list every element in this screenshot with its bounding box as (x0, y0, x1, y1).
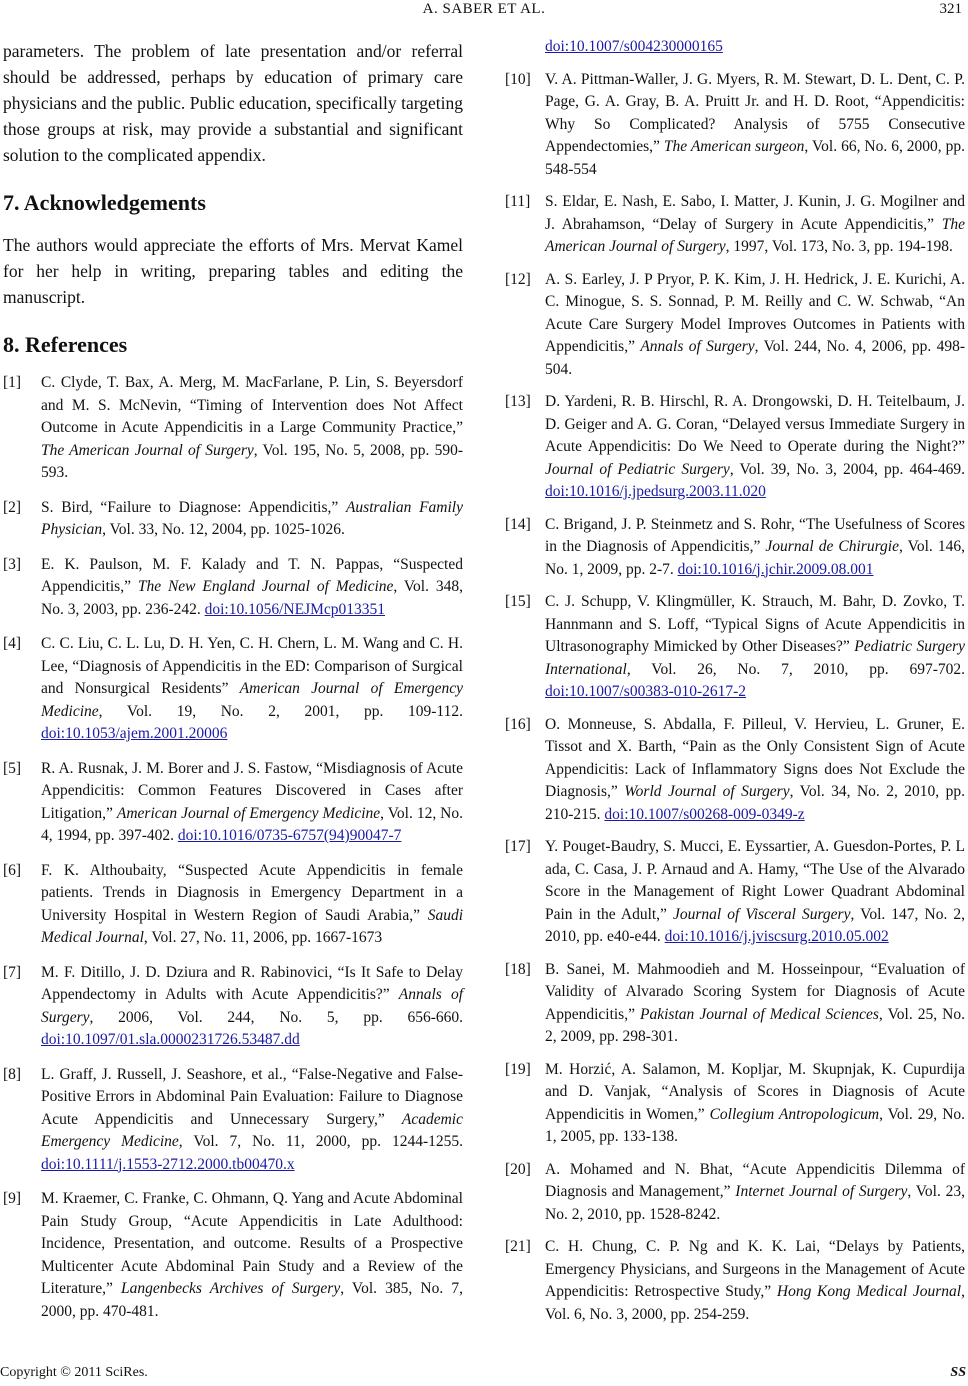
reference-item (505, 1236, 965, 1326)
reference-authors-title: F. K. Althoubaity, “Suspected Acute Appendicitis in female patients. Trends in Diagnosis in Emergency Department in a University Hospital in Western Region of Saudi Arabia,” (41, 861, 463, 924)
reference-item (505, 1059, 965, 1149)
right-column (505, 36, 965, 1326)
reference-journal: Langenbecks Archives of Surgery (120, 1280, 341, 1297)
reference-journal: The American Journal of Surgery (41, 441, 254, 459)
reference-details: , Vol. 29, No. 1, 2005, pp. 133-138. (545, 1105, 966, 1145)
left-column (3, 38, 463, 1323)
reference-number: [11] (505, 193, 531, 210)
reference-item (3, 1188, 463, 1323)
reference-details: , Vol. 66, No. 6, 2000, pp. 548-554 (545, 138, 965, 178)
reference-number: [19] (505, 1060, 531, 1078)
reference-authors-title: C. Clyde, T. Bax, A. Merg, M. MacFarlane, P. Lin, S. Beyersdorf and M. S. McNevin, “Timing of Intervention does Not Affect Outcome in Acute Appendicitis in a Large Community Practice,” (41, 374, 463, 436)
reference-details: , Vol. 146, No. 1, 2009, pp. 2-7. (545, 538, 965, 578)
reference-item (3, 497, 463, 542)
reference-doi-link[interactable]: doi:10.1016/j.jpedsurg.2003.11.020 (545, 483, 766, 500)
reference-details: , 1997, Vol. 173, No. 3, pp. 194-198. (725, 238, 953, 255)
reference-item (3, 1064, 463, 1177)
reference-authors-title: B. Sanei, M. Mahmoodieh and M. Hosseinpour, “Evaluation of Validity of Alvarado Scoring System for Diagnosis of Acute Appendicitis,” (545, 960, 965, 1023)
reference-authors-title: L. Graff, J. Russell, J. Seashore, et al., “False-Negative and False-Positive Errors in Abdominal Pain Evaluation: Failure to Diagnose Acute Appendicitis and Unnecessary Surgery,” (41, 1065, 463, 1128)
copyright-notice: Copyright © 2011 SciRes. (0, 1365, 148, 1380)
reference-details: , Vol. 6, No. 3, 2000, pp. 254-259. (545, 1283, 965, 1323)
reference-authors-title: M. Horzić, A. Salamon, M. Kopljar, M. Skupnjak, K. Cupurdija and D. Vanjak, “Analysis of Scores in Diagnosis of Acute Appendicitis in Women,” (545, 1060, 965, 1123)
reference-number: [6] (3, 861, 22, 879)
reference-item (505, 514, 965, 582)
reference-details: , Vol. 7, No. 11, 2000, pp. 1244-1255. (178, 1133, 463, 1150)
reference-authors-title: M. F. Ditillo, J. D. Dziura and R. Rabinovici, “Is It Safe to Delay Appendectomy in Adults with Acute Appendicitis?” (41, 963, 463, 1003)
reference-number: [13] (505, 393, 531, 410)
acknowledgements-heading: 7. Acknowledgements (3, 190, 206, 215)
reference-authors-title: R. A. Rusnak, J. M. Borer and J. S. Fastow, “Misdiagnosis of Acute Appendicitis: Common Features Discovered in Cases after Litigation,” (41, 759, 463, 822)
page-number: 321 (939, 1, 962, 17)
reference-doi-link[interactable]: doi:10.1056/NEJMcp013351 (204, 600, 386, 618)
reference-number: [14] (505, 515, 531, 533)
intro-paragraph: parameters. The problem of late presentation and/or referral should be addressed, perhaps by education of primary care physicians and the public. Public education, specifically targeting those groups at risk, may provide a substantial and significant solution to the complicated appendix. (3, 41, 463, 165)
reference-authors-title: C. J. Schupp, V. Klingmüller, K. Strauch, M. Bahr, D. Zovko, T. Hannmann and S. Loff, “Typical Signs of Acute Appendicitis in Ultrasonography Mimicked by Other Diseases?” (545, 593, 965, 655)
journal-abbreviation: SS (950, 1365, 966, 1380)
running-head: A. SABER ET AL. (422, 1, 546, 17)
reference-authors-title: A. Mohamed and N. Bhat, “Acute Appendicitis Dilemma of Diagnosis and Management,” (545, 1160, 965, 1200)
reference-doi-link[interactable]: doi:10.1053/ajem.2001.20006 (41, 725, 228, 742)
reference-authors-title: V. A. Pittman-Waller, J. G. Myers, R. M. Stewart, D. L. Dent, C. P. Page, G. A. Gray, B. A. Pruitt Jr. and H. D. Root, “Appendicitis: Why So Complicated? Analysis of 5755 Consecutive Appendectomies,” (545, 70, 965, 155)
reference-details: , Vol. 12, No. 4, 1994, pp. 397-402. (41, 804, 463, 844)
reference-journal: Pakistan Journal of Medical Sciences (640, 1005, 879, 1023)
reference-authors-title: S. Eldar, E. Nash, E. Sabo, I. Matter, J. Kunin, J. G. Mogilner and J. Abrahamson, “Delay of Surgery in Acute Appendicitis,” (545, 193, 965, 233)
reference-item (3, 372, 463, 485)
reference-journal: Internet Journal of Surgery (735, 1183, 908, 1200)
reference-number: [4] (3, 635, 22, 652)
reference-doi-link[interactable]: doi:10.1007/s00268-009-0349-z (604, 805, 805, 823)
reference-item (3, 758, 463, 848)
reference-authors-title: O. Monneuse, S. Abdalla, F. Pilleul, V. Hervieu, L. Gruner, E. Tissot and X. Barth, “Pain as the Only Consistent Sign of Acute Appendicitis: Lack of Inflammatory Signs does Not Exclude the Diagnosis,” (545, 715, 965, 800)
reference-item (3, 860, 463, 950)
reference-number: [5] (3, 759, 22, 777)
reference-number: [3] (3, 555, 22, 573)
reference-item (505, 69, 965, 182)
reference-details: , 2006, Vol. 244, No. 5, pp. 656-660. (89, 1008, 463, 1026)
reference-item (505, 391, 965, 504)
reference-authors-title: C. H. Chung, C. P. Ng and K. K. Lai, “Delays by Patients, Emergency Physicians, and Surgeons in the Management of Acute Appendicitis: Retrospective Study,” (545, 1238, 965, 1300)
reference-authors-title: A. S. Earley, J. P Pryor, P. K. Kim, J. H. Hedrick, J. E. Kurichi, A. C. Minogue, S. S. Sonnad, P. M. Reilly and C. W. Schwab, “An Acute Care Surgery Model Improves Outcomes in Patients with Appendicitis,” (545, 270, 965, 355)
reference-details: , Vol. 244, No. 4, 2006, pp. 498-504. (545, 338, 965, 378)
reference-item (505, 591, 965, 704)
reference-doi-link[interactable]: doi:10.1016/j.jviscsurg.2010.05.002 (664, 928, 889, 945)
reference-authors-title: C. C. Liu, C. L. Lu, D. H. Yen, C. H. Chern, L. M. Wang and C. H. Lee, “Diagnosis of Appendicitis in the ED: Comparison of Surgical and Nonsurgical Residents” (41, 635, 463, 697)
reference-number: [10] (505, 70, 531, 88)
reference-number: [16] (505, 715, 531, 733)
reference-number: [1] (3, 374, 22, 391)
reference-number: [21] (505, 1238, 531, 1255)
reference-authors-title: M. Kraemer, C. Franke, C. Ohmann, Q. Yang and Acute Abdominal Pain Study Group, “Acute Appendicitis in Late Adulthood: Incidence, Presentation, and outcome. Results of a Prospective Multicenter Acute Abdominal Pain Study and a Review of the Literature,” (41, 1190, 463, 1297)
reference-authors-title: D. Yardeni, R. B. Hirschl, R. A. Drongowski, D. H. Teitelbaum, J. D. Geiger and A. G. Coran, “Delayed versus Immediate Surgery in Acute Appendicitis: Do We Need to Operate during the Night?” (545, 393, 965, 455)
reference-doi-link[interactable]: doi:10.1097/01.sla.0000231726.53487.dd (41, 1031, 300, 1048)
reference-details: , Vol. 34, No. 2, 2010, pp. 210-215. (545, 783, 965, 823)
reference-number: [15] (505, 593, 531, 610)
reference-journal: Academic Emergency Medicine (41, 1110, 463, 1150)
reference-authors-title: C. Brigand, J. P. Steinmetz and S. Rohr, “The Usefulness of Scores in the Diagnosis of Appendicitis,” (545, 515, 965, 555)
reference-doi-link[interactable]: doi:10.1016/j.jchir.2009.08.001 (677, 560, 874, 578)
reference-item (505, 269, 965, 382)
reference-journal: The New England Journal of Medicine (137, 578, 394, 595)
reference-item (3, 962, 463, 1052)
reference-journal: World Journal of Surgery (624, 783, 790, 800)
reference-journal: Annals of Surgery (41, 986, 463, 1026)
reference-details: , Vol. 23, No. 2, 2010, pp. 1528-8242. (545, 1183, 965, 1223)
reference-journal: Journal of Visceral Surgery (673, 905, 851, 923)
reference-number: [9] (3, 1190, 22, 1207)
reference-doi-link[interactable]: doi:10.1111/j.1553-2712.2000.tb00470.x (41, 1155, 295, 1173)
reference-authors-title: S. Bird, “Failure to Diagnose: Appendicitis,” (41, 498, 346, 516)
references-heading: 8. References (3, 332, 128, 357)
reference-journal: Journal de Chirurgie (765, 538, 899, 555)
reference-details: , Vol. 147, No. 2, 2010, pp. e40-e44. (545, 905, 965, 945)
reference-details: , Vol. 195, No. 5, 2008, pp. 590-593. (41, 441, 463, 481)
reference-details: , Vol. 33, No. 12, 2004, pp. 1025-1026. (102, 521, 345, 538)
page-header (0, 0, 968, 26)
reference-details: , Vol. 25, No. 2, 2009, pp. 298-301. (545, 1005, 966, 1045)
reference-item (505, 1159, 965, 1227)
reference-journal: Annals of Surgery (640, 338, 755, 355)
reference-item (505, 36, 965, 59)
reference-number: [18] (505, 960, 531, 978)
reference-item (505, 959, 965, 1049)
reference-number: [17] (505, 838, 531, 855)
reference-details: , Vol. 19, No. 2, 2001, pp. 109-112. (98, 702, 463, 720)
reference-item (3, 633, 463, 746)
reference-doi-link[interactable]: doi:10.1016/0735-6757(94)90047-7 (177, 827, 402, 844)
reference-item (3, 554, 463, 622)
reference-authors-title: Y. Pouget-Baudry, S. Mucci, E. Eyssartier, A. Guesdon-Portes, P. L ada, C. Casa, J. P. Arnaud and A. Hamy, “The Use of the Alvarado Score in the Management of Right Lower Quadrant Abdominal Pain in the Adult,” (545, 838, 965, 923)
reference-journal: American Journal of Emergency Medicine (116, 804, 381, 822)
reference-details: , Vol. 39, No. 3, 2004, pp. 464-469. (729, 460, 966, 478)
reference-details: , Vol. 26, No. 7, 2010, pp. 697-702. (626, 660, 965, 678)
reference-journal: Australian Family Physician (41, 498, 463, 538)
reference-details: , Vol. 385, No. 7, 2000, pp. 470-481. (41, 1280, 463, 1320)
reference-journal: The American Journal of Surgery (545, 215, 965, 255)
reference-journal: American Journal of Emergency Medicine (41, 680, 463, 720)
reference-item (505, 836, 965, 949)
reference-doi-link[interactable]: doi:10.1007/s00383-010-2617-2 (545, 683, 747, 700)
reference-details: , Vol. 27, No. 11, 2006, pp. 1667-1673 (143, 929, 383, 946)
reference-number: [7] (3, 963, 22, 981)
reference-item (505, 191, 965, 259)
reference-journal: Journal of Pediatric Surgery (545, 460, 730, 478)
reference-number: [8] (3, 1065, 22, 1083)
reference-list-right (505, 36, 965, 1326)
acknowledgements-text: The authors would appreciate the efforts of Mrs. Mervat Kamel for her help in writing, preparing tables and editing the manuscript. (3, 235, 463, 307)
reference-number: [12] (505, 270, 531, 288)
reference-details: , Vol. 348, No. 3, 2003, pp. 236-242. (41, 578, 463, 618)
reference-authors-title: E. K. Paulson, M. F. Kalady and T. N. Pappas, “Suspected Appendicitis,” (41, 555, 463, 595)
reference-journal: Pediatric Surgery International (545, 638, 965, 678)
reference-item (505, 714, 965, 827)
reference-journal: The American surgeon (663, 138, 805, 155)
reference-journal: Saudi Medical Journal (41, 906, 463, 946)
reference-doi-link[interactable]: doi:10.1007/s004230000165 (545, 38, 723, 55)
reference-number: [2] (3, 498, 22, 516)
reference-number: [20] (505, 1160, 531, 1178)
reference-journal: Collegium Antropologicum (709, 1105, 880, 1123)
reference-list-left (3, 372, 463, 1323)
reference-journal: Hong Kong Medical Journal (776, 1283, 962, 1300)
